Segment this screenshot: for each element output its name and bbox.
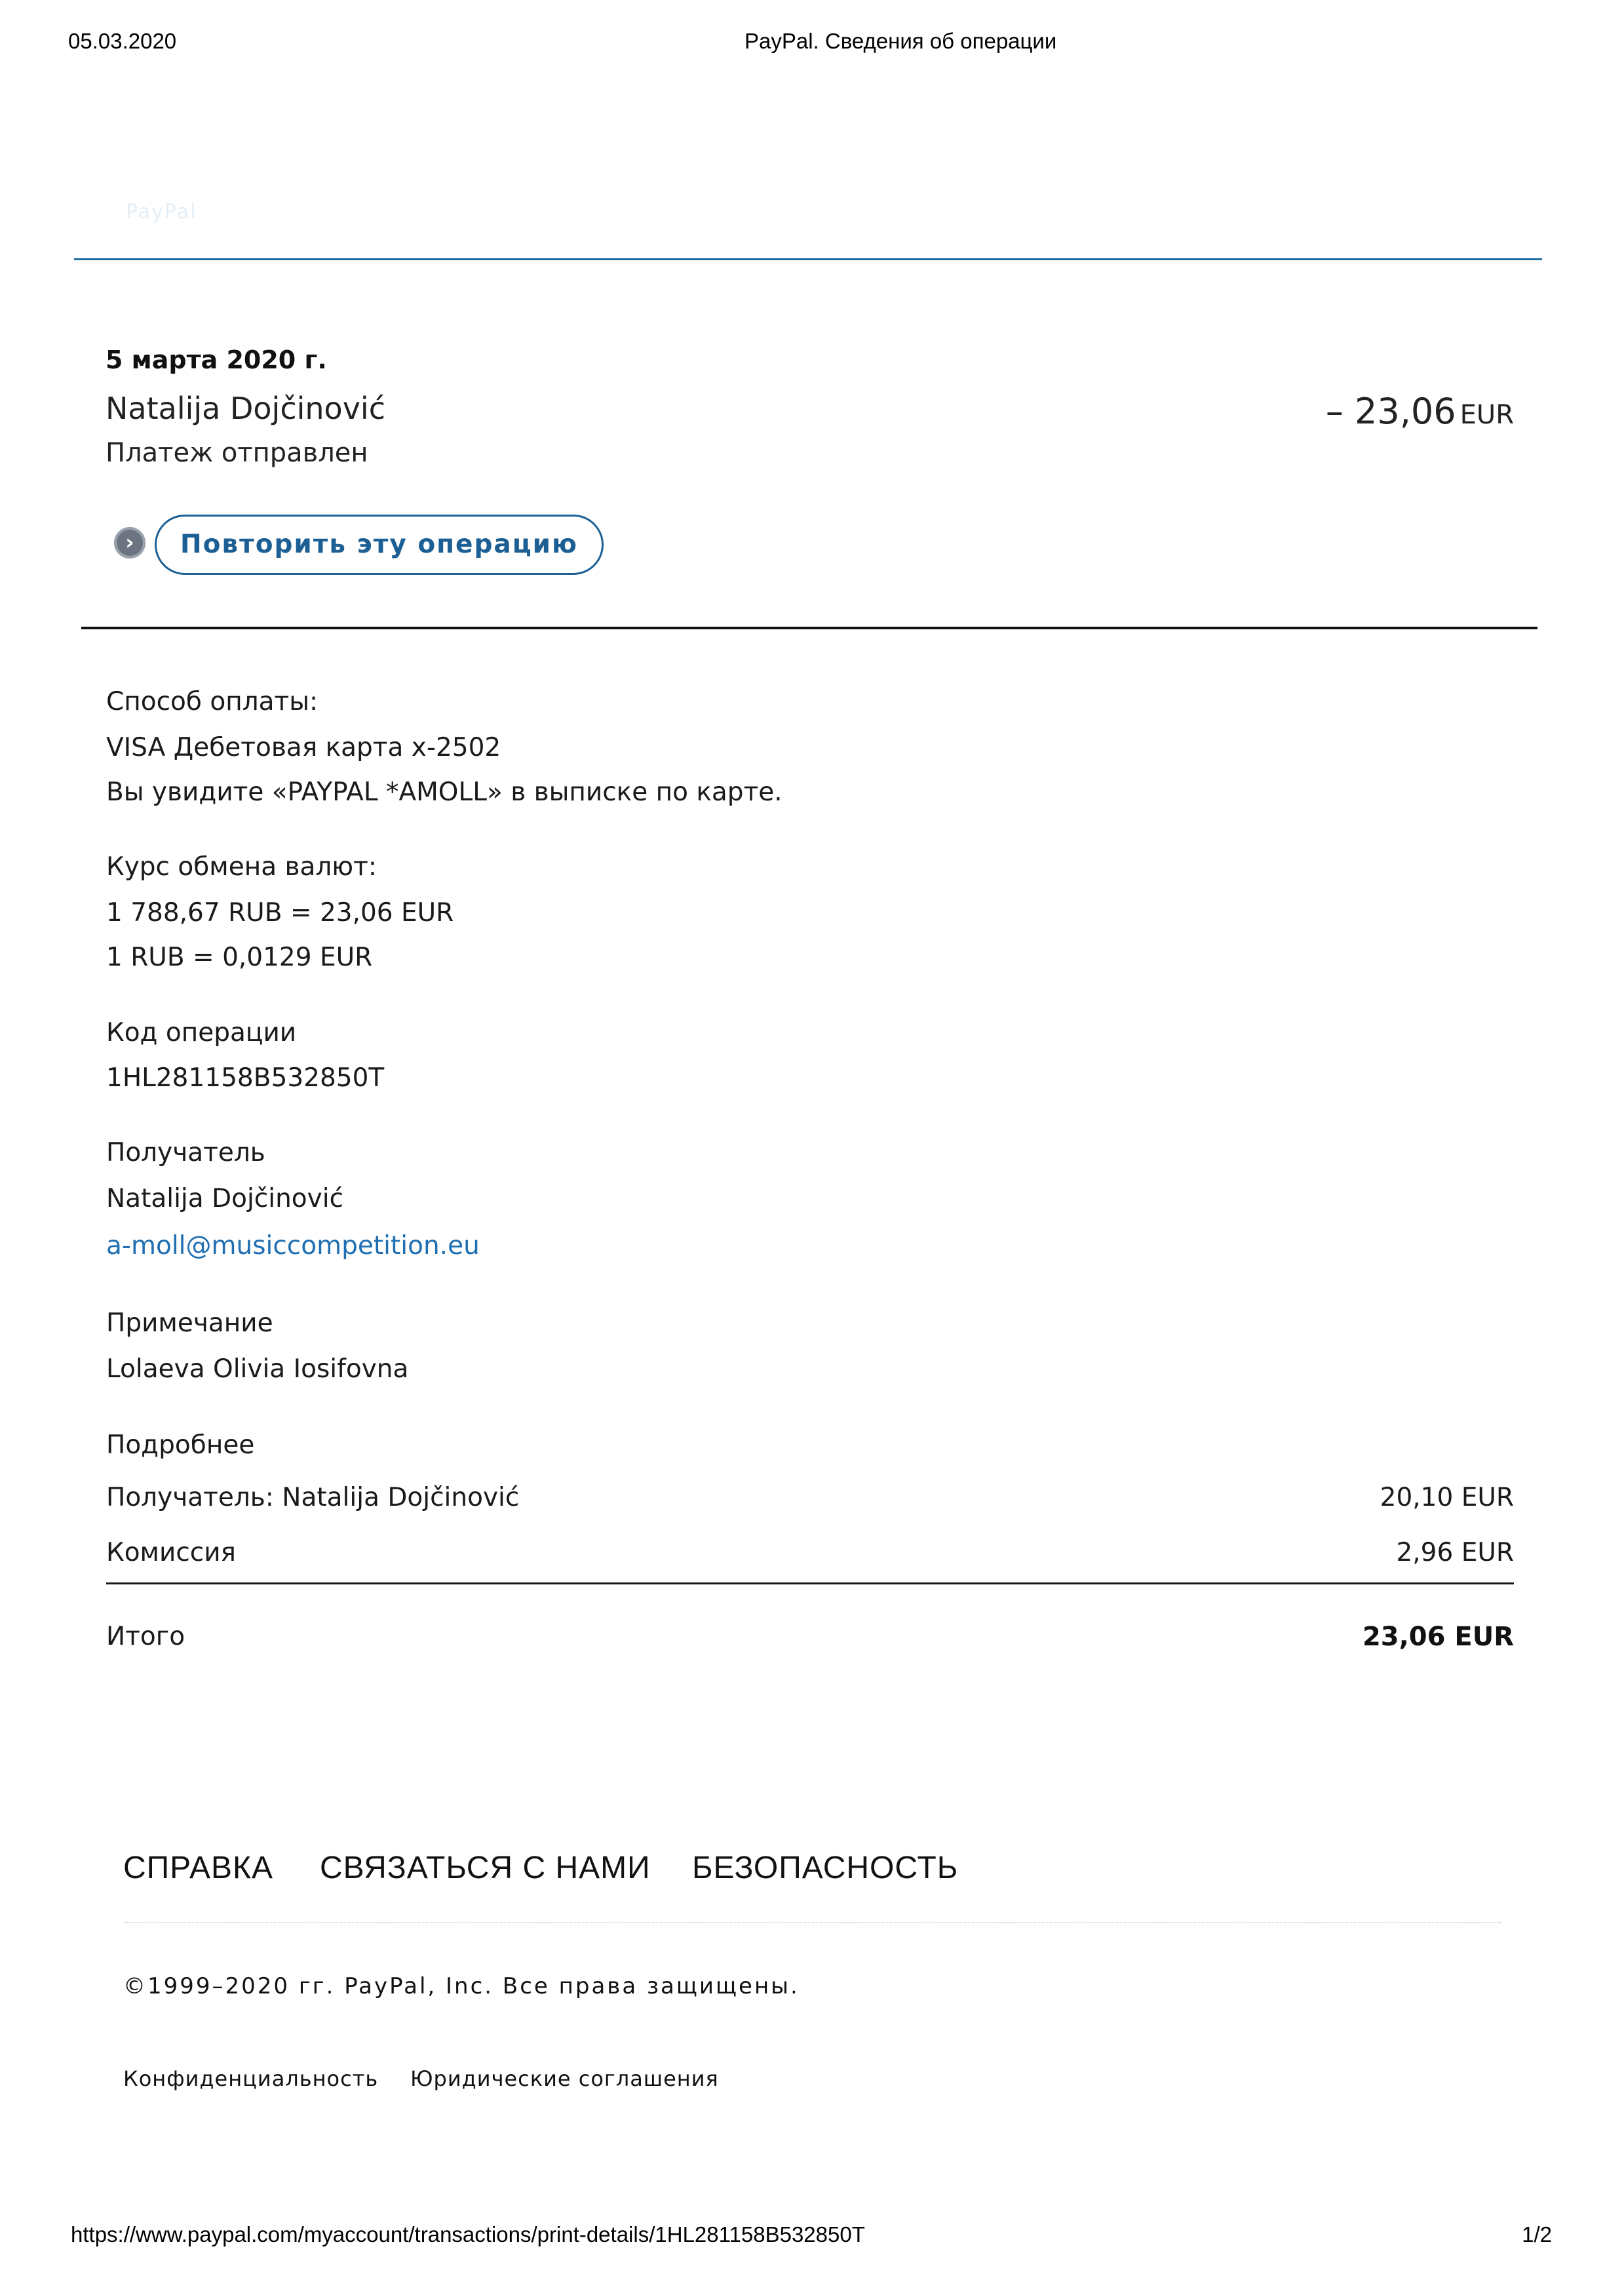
total-label: Итого	[106, 1622, 185, 1651]
details-row-value: 2,96 EUR	[1396, 1538, 1514, 1567]
repeat-transaction-button[interactable]: Повторить эту операцию	[155, 515, 604, 575]
print-date: 05.03.2020	[68, 29, 177, 53]
print-url: https://www.paypal.com/myaccount/transactions/print-details/1HL281158B532850T	[71, 2222, 865, 2246]
exchange-rate-line-2: 1 RUB = 0,0129 EUR	[106, 943, 373, 972]
print-page-number: 1/2	[1522, 2222, 1552, 2246]
exchange-rate-label: Курс обмена валют:	[106, 852, 377, 882]
amount-value: – 23,06	[1325, 391, 1456, 432]
summary-divider	[81, 627, 1537, 629]
footer-link-legal[interactable]: Юридические соглашения	[410, 2066, 719, 2091]
details-label: Подробнее	[106, 1430, 255, 1460]
transaction-date: 5 марта 2020 г.	[106, 345, 327, 374]
footer-link-security[interactable]: БЕЗОПАСНОСТЬ	[692, 1851, 959, 1885]
header-divider	[74, 258, 1542, 260]
transaction-counterparty: Natalija Dojčinović	[106, 391, 385, 426]
operation-code: 1HL281158B532850T	[106, 1063, 385, 1093]
operation-code-label: Код операции	[106, 1018, 297, 1048]
amount-currency: EUR	[1460, 400, 1514, 430]
footer-link-contact[interactable]: СВЯЗАТЬСЯ С НАМИ	[320, 1851, 651, 1885]
note-label: Примечание	[106, 1308, 273, 1338]
recipient-label: Получатель	[106, 1138, 265, 1167]
details-row-value: 20,10 EUR	[1380, 1483, 1514, 1512]
recipient-name: Natalija Dojčinović	[106, 1184, 344, 1213]
copyright: ©1999–2020 гг. PayPal, Inc. Все права защищены.	[123, 1973, 800, 1999]
note-value: Lolaeva Olivia Iosifovna	[106, 1354, 409, 1384]
details-divider	[106, 1582, 1514, 1584]
footer-divider	[125, 1922, 1501, 1923]
statement-descriptor-note: Вы увидите «PAYPAL *AMOLL» в выписке по карте.	[106, 777, 783, 807]
total-value: 23,06 EUR	[1362, 1622, 1514, 1652]
print-title: PayPal. Сведения об операции	[744, 29, 1057, 53]
footer-link-help[interactable]: СПРАВКА	[123, 1851, 273, 1885]
payment-method-card: VISA Дебетовая карта x-2502	[106, 733, 501, 762]
paypal-logo[interactable]: PayPal	[126, 201, 197, 224]
footer-link-privacy[interactable]: Конфиденциальность	[123, 2066, 379, 2091]
details-row-label: Комиссия	[106, 1538, 237, 1567]
payment-method-label: Способ оплаты:	[106, 687, 319, 716]
details-row-label: Получатель: Natalija Dojčinović	[106, 1483, 520, 1512]
exchange-rate-line-1: 1 788,67 RUB = 23,06 EUR	[106, 898, 454, 928]
transaction-status: Платеж отправлен	[106, 438, 368, 468]
transaction-amount	[1326, 391, 1514, 432]
recipient-email-link[interactable]: a-moll@musiccompetition.eu	[106, 1231, 480, 1261]
chevron-right-icon[interactable]: ›	[114, 527, 145, 559]
